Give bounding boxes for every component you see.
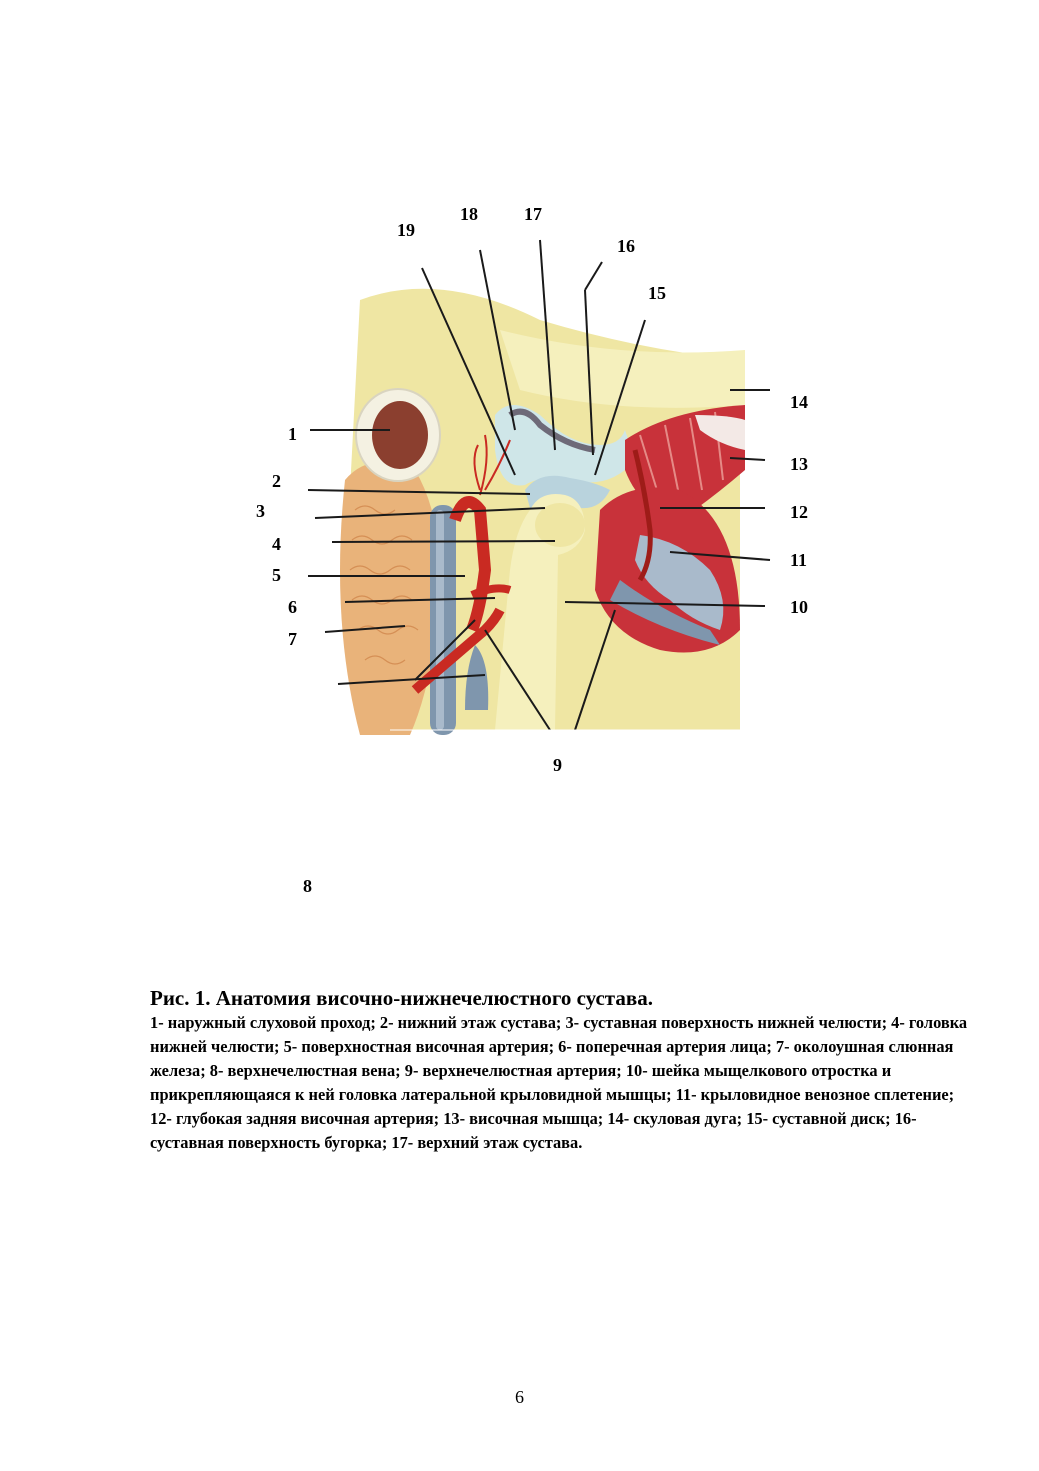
caption-title: Рис. 1. Анатомия височно-нижнечелюстного сустава. [150,986,653,1010]
anatomy-figure [240,190,840,896]
maxillary-vein-highlight [436,510,444,730]
label-1: 1 [288,424,297,444]
label-3: 3 [256,501,265,521]
label-5: 5 [272,565,281,585]
label-8: 8 [303,876,312,896]
label-14: 14 [790,392,808,412]
label-13: 13 [790,454,808,474]
label-4: 4 [272,534,281,554]
label-6: 6 [288,597,297,617]
label-9: 9 [553,755,562,775]
label-18: 18 [460,204,478,224]
label-11: 11 [790,550,808,570]
label-17: 17 [524,204,542,224]
label-7: 7 [288,629,297,649]
label-10: 10 [790,597,808,617]
page-number: 6 [515,1387,524,1407]
auditory-canal [372,401,428,469]
label-15: 15 [648,283,666,303]
tmj-illustration [240,190,840,790]
label-12: 12 [790,502,808,522]
label-19: 19 [397,220,415,240]
figure-caption [150,985,970,1155]
caption-legend: 1- наружный слуховой проход; 2- нижний этаж сустава; 3- суставная поверхность нижней челюсти; 4- головка нижней челюсти; 5- поверхностная височная артерия; 6- поперечная артерия лица; 7- околоушная слюнная железа; 8- верхнечелюстная вена; 9- верхнечелюстная артерия; 10- шейка мыщелкового отростка и прикрепляющаяся к ней головка латеральной крыловидной мышцы; 11- крыловидное венозное сплетение; 12- глубокая задняя височная артерия; 13- височная мышца; 14- скуловая дуга; 15- суставной диск; 16- суставная поверхность бугорка; 17- верхний этаж сустава. [150,1013,968,1152]
label-2: 2 [272,471,281,491]
label-16: 16 [617,236,635,256]
